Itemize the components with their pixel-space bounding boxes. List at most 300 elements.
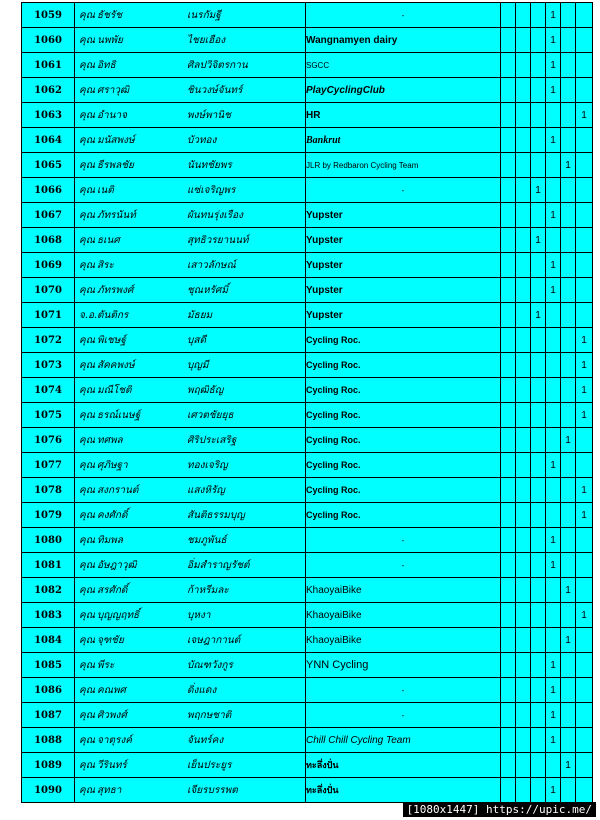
category-mark	[531, 503, 546, 528]
participant-name	[75, 553, 306, 578]
category-mark: 1	[546, 78, 561, 103]
category-mark	[561, 303, 576, 328]
first-name: จาตุรงค์	[97, 734, 132, 746]
participant-name	[75, 153, 306, 178]
first-name: จุฑชัย	[97, 634, 124, 646]
first-name: สรศักดิ์	[97, 584, 128, 596]
team-name: Cycling Roc.	[306, 478, 501, 503]
category-mark	[546, 178, 561, 203]
team-name: SGCC	[306, 53, 501, 78]
entry-number: 1070	[22, 278, 75, 303]
last-name: บุสดี	[187, 334, 206, 346]
category-mark	[561, 278, 576, 303]
table-row	[22, 128, 593, 153]
first-name: วีรินทร์	[97, 759, 127, 771]
entry-number: 1066	[22, 178, 75, 203]
team-name: JLR by Redbaron Cycling Team	[306, 153, 501, 178]
category-mark: 1	[576, 353, 593, 378]
category-mark	[501, 253, 516, 278]
table-row	[22, 403, 593, 428]
last-name: สันติธรรมบุญ	[187, 509, 245, 521]
category-mark	[561, 603, 576, 628]
first-name: ภัทรนันท์	[97, 209, 136, 221]
last-name: บัณฑวังกูร	[187, 659, 233, 671]
category-mark	[561, 653, 576, 678]
participant-name	[75, 478, 306, 503]
category-mark	[501, 678, 516, 703]
last-name: เจียรบรรพต	[187, 784, 238, 796]
category-mark	[501, 78, 516, 103]
category-mark	[501, 453, 516, 478]
participant-name	[75, 503, 306, 528]
table-row	[22, 3, 593, 28]
last-name: นันทชัยพร	[187, 159, 232, 171]
last-name: บุญมี	[187, 359, 209, 371]
category-mark	[576, 703, 593, 728]
category-mark: 1	[546, 278, 561, 303]
category-mark	[501, 778, 516, 803]
category-mark: 1	[546, 703, 561, 728]
entry-number: 1068	[22, 228, 75, 253]
category-mark	[561, 3, 576, 28]
category-mark	[516, 778, 531, 803]
table-row	[22, 753, 593, 778]
category-mark	[561, 228, 576, 253]
participant-table	[21, 2, 593, 803]
name-prefix: คุณ	[79, 709, 95, 721]
first-name: คณพศ	[97, 684, 126, 696]
category-mark	[561, 203, 576, 228]
table-row	[22, 503, 593, 528]
first-name: ภัทรพงศ์	[97, 284, 134, 296]
last-name: ดิ่งแดง	[187, 684, 217, 696]
category-mark	[516, 678, 531, 703]
name-prefix: คุณ	[79, 159, 95, 171]
team-name: Yupster	[306, 278, 501, 303]
category-mark: 1	[546, 3, 561, 28]
last-name: แซ่เจริญพร	[187, 184, 236, 196]
entry-number: 1067	[22, 203, 75, 228]
category-mark	[501, 628, 516, 653]
entry-number: 1090	[22, 778, 75, 803]
table-row	[22, 553, 593, 578]
category-mark	[501, 728, 516, 753]
first-name: อิทธิ	[97, 59, 116, 71]
team-name: ทะลึ่งปั่น	[306, 753, 501, 778]
entry-number: 1075	[22, 403, 75, 428]
category-mark	[561, 353, 576, 378]
category-mark	[516, 328, 531, 353]
category-mark: 1	[546, 653, 561, 678]
name-prefix: คุณ	[79, 59, 95, 71]
entry-number: 1073	[22, 353, 75, 378]
category-mark	[501, 503, 516, 528]
category-mark	[531, 753, 546, 778]
last-name: ก้าหรีมละ	[187, 584, 229, 596]
category-mark	[516, 178, 531, 203]
table-row	[22, 578, 593, 603]
first-name: นพพัย	[97, 34, 123, 46]
category-mark	[561, 528, 576, 553]
last-name: พงษ์พานิช	[187, 109, 231, 121]
category-mark	[516, 753, 531, 778]
category-mark	[576, 528, 593, 553]
name-prefix: คุณ	[79, 459, 95, 471]
name-prefix: คุณ	[79, 209, 95, 221]
category-mark: 1	[546, 203, 561, 228]
category-mark	[516, 453, 531, 478]
first-name: มณีโชติ	[97, 384, 132, 396]
category-mark	[516, 28, 531, 53]
entry-number: 1081	[22, 553, 75, 578]
name-prefix: คุณ	[79, 559, 95, 571]
entry-number: 1065	[22, 153, 75, 178]
participant-name	[75, 578, 306, 603]
name-prefix: คุณ	[79, 259, 95, 271]
category-mark	[576, 678, 593, 703]
category-mark: 1	[531, 228, 546, 253]
category-mark	[501, 28, 516, 53]
participant-name	[75, 28, 306, 53]
category-mark	[501, 103, 516, 128]
category-mark	[501, 203, 516, 228]
last-name: แสงหิรัญ	[187, 484, 225, 496]
category-mark	[531, 428, 546, 453]
category-mark	[561, 728, 576, 753]
entry-number: 1071	[22, 303, 75, 328]
table-row	[22, 353, 593, 378]
entry-number: 1088	[22, 728, 75, 753]
team-name: KhaoyaiBike	[306, 628, 501, 653]
category-mark	[576, 428, 593, 453]
participant-name	[75, 753, 306, 778]
category-mark: 1	[561, 578, 576, 603]
category-mark	[531, 153, 546, 178]
category-mark	[531, 78, 546, 103]
category-mark	[546, 503, 561, 528]
category-mark	[561, 78, 576, 103]
team-name: -	[306, 3, 501, 28]
entry-number: 1061	[22, 53, 75, 78]
entry-number: 1083	[22, 603, 75, 628]
last-name: เศวตชัยยุธ	[187, 409, 234, 421]
category-mark: 1	[561, 628, 576, 653]
table-row	[22, 728, 593, 753]
table-row	[22, 328, 593, 353]
participant-name	[75, 453, 306, 478]
entry-number: 1074	[22, 378, 75, 403]
category-mark	[516, 53, 531, 78]
category-mark	[516, 3, 531, 28]
first-name: ธเนศ	[97, 234, 120, 246]
participant-name	[75, 303, 306, 328]
entry-number: 1076	[22, 428, 75, 453]
name-prefix: คุณ	[79, 409, 95, 421]
participant-name	[75, 403, 306, 428]
first-name: ศิวพงศ์	[97, 709, 127, 721]
entry-number: 1079	[22, 503, 75, 528]
category-mark	[546, 228, 561, 253]
participant-name	[75, 278, 306, 303]
category-mark: 1	[576, 403, 593, 428]
name-prefix: คุณ	[79, 384, 95, 396]
table-row	[22, 253, 593, 278]
category-mark	[576, 553, 593, 578]
category-mark	[531, 653, 546, 678]
category-mark: 1	[531, 178, 546, 203]
last-name: อิ่มสำราญรัชต์	[187, 559, 250, 571]
category-mark	[516, 478, 531, 503]
participant-name	[75, 253, 306, 278]
last-name: พฤกษชาติ	[187, 709, 232, 721]
category-mark	[576, 228, 593, 253]
category-mark	[561, 453, 576, 478]
first-name: สัคคพงษ์	[97, 359, 135, 371]
category-mark	[516, 703, 531, 728]
category-mark	[561, 403, 576, 428]
first-name: คงศักดิ์	[97, 509, 128, 521]
name-prefix: คุณ	[79, 34, 95, 46]
category-mark	[576, 28, 593, 53]
participant-table-body	[22, 3, 593, 803]
first-name: ธัชรัช	[97, 9, 123, 21]
participant-name	[75, 653, 306, 678]
name-prefix: จ.อ.	[79, 309, 98, 321]
table-row	[22, 453, 593, 478]
first-name: สงกรานต์	[97, 484, 139, 496]
first-name: ธรณ์เนษฐ์	[97, 409, 141, 421]
category-mark	[516, 428, 531, 453]
team-name: Yupster	[306, 303, 501, 328]
category-mark	[516, 228, 531, 253]
participant-name	[75, 628, 306, 653]
name-prefix: คุณ	[79, 359, 95, 371]
first-name: อำนาจ	[97, 109, 127, 121]
last-name: เนรกัมฐี	[187, 9, 221, 21]
first-name: ทิมพล	[97, 534, 123, 546]
name-prefix: คุณ	[79, 659, 95, 671]
participant-name	[75, 428, 306, 453]
category-mark	[501, 128, 516, 153]
category-mark	[501, 228, 516, 253]
table-row	[22, 53, 593, 78]
category-mark: 1	[546, 528, 561, 553]
name-prefix: คุณ	[79, 534, 95, 546]
team-name: YNN Cycling	[306, 653, 501, 678]
category-mark	[561, 703, 576, 728]
last-name: พฤฒิธัญ	[187, 384, 224, 396]
table-row	[22, 778, 593, 803]
team-name: Cycling Roc.	[306, 453, 501, 478]
participant-name	[75, 728, 306, 753]
table-row	[22, 378, 593, 403]
category-mark	[516, 603, 531, 628]
category-mark	[531, 703, 546, 728]
category-mark	[576, 303, 593, 328]
table-row	[22, 653, 593, 678]
category-mark	[501, 3, 516, 28]
category-mark: 1	[576, 103, 593, 128]
category-mark	[516, 203, 531, 228]
entry-number: 1085	[22, 653, 75, 678]
watermark: [1080x1447] https://upic.me/	[403, 802, 596, 817]
category-mark	[531, 128, 546, 153]
team-name: KhaoyaiBike	[306, 578, 501, 603]
name-prefix: คุณ	[79, 109, 95, 121]
category-mark	[516, 653, 531, 678]
first-name: เนติ	[97, 184, 114, 196]
name-prefix: คุณ	[79, 734, 95, 746]
entry-number: 1086	[22, 678, 75, 703]
last-name: เย็นประยูร	[187, 759, 232, 771]
category-mark	[576, 453, 593, 478]
table-row	[22, 153, 593, 178]
table-row	[22, 178, 593, 203]
category-mark	[576, 53, 593, 78]
category-mark	[531, 628, 546, 653]
category-mark	[546, 303, 561, 328]
team-name: Cycling Roc.	[306, 403, 501, 428]
category-mark	[531, 528, 546, 553]
category-mark	[576, 153, 593, 178]
category-mark	[531, 103, 546, 128]
category-mark	[561, 178, 576, 203]
category-mark: 1	[546, 728, 561, 753]
name-prefix: คุณ	[79, 234, 95, 246]
category-mark	[546, 153, 561, 178]
last-name: เจษฎากานต์	[187, 634, 241, 646]
team-name: Yupster	[306, 203, 501, 228]
first-name: ทศพล	[97, 434, 123, 446]
first-name: ตันติกร	[97, 309, 129, 321]
category-mark: 1	[546, 553, 561, 578]
table-row	[22, 78, 593, 103]
participant-name	[75, 78, 306, 103]
name-prefix: คุณ	[79, 434, 95, 446]
category-mark	[516, 253, 531, 278]
entry-number: 1084	[22, 628, 75, 653]
category-mark	[531, 253, 546, 278]
category-mark	[576, 3, 593, 28]
participant-name	[75, 703, 306, 728]
category-mark	[576, 128, 593, 153]
table-row	[22, 228, 593, 253]
category-mark: 1	[576, 328, 593, 353]
table-row	[22, 303, 593, 328]
participant-name	[75, 378, 306, 403]
last-name: สุทธิวรยานนท์	[187, 234, 249, 246]
category-mark	[561, 128, 576, 153]
first-name: พีระ	[97, 659, 115, 671]
team-name: Cycling Roc.	[306, 428, 501, 453]
team-name: -	[306, 178, 501, 203]
category-mark	[546, 753, 561, 778]
category-mark	[561, 253, 576, 278]
category-mark	[546, 378, 561, 403]
team-name: Bankrut	[306, 128, 501, 153]
category-mark	[531, 678, 546, 703]
name-prefix: คุณ	[79, 584, 95, 596]
category-mark	[516, 728, 531, 753]
category-mark	[531, 203, 546, 228]
participant-name	[75, 328, 306, 353]
category-mark	[501, 353, 516, 378]
table-row	[22, 278, 593, 303]
category-mark	[516, 528, 531, 553]
category-mark	[531, 478, 546, 503]
category-mark	[531, 553, 546, 578]
entry-number: 1062	[22, 78, 75, 103]
last-name: ชมภูพันธ์	[187, 534, 227, 546]
table-row	[22, 28, 593, 53]
category-mark: 1	[531, 303, 546, 328]
category-mark: 1	[546, 28, 561, 53]
category-mark	[576, 628, 593, 653]
category-mark: 1	[546, 778, 561, 803]
category-mark	[576, 78, 593, 103]
last-name: มัธยม	[187, 309, 213, 321]
category-mark: 1	[576, 503, 593, 528]
category-mark	[501, 753, 516, 778]
category-mark: 1	[546, 128, 561, 153]
category-mark	[546, 353, 561, 378]
team-name: Wangnamyen dairy	[306, 28, 501, 53]
first-name: สุทธา	[97, 784, 122, 796]
entry-number: 1063	[22, 103, 75, 128]
category-mark	[516, 403, 531, 428]
name-prefix: คุณ	[79, 684, 95, 696]
category-mark	[531, 728, 546, 753]
category-mark	[531, 453, 546, 478]
last-name: ชุณหรัศมิ์	[187, 284, 228, 296]
category-mark	[576, 578, 593, 603]
name-prefix: คุณ	[79, 134, 95, 146]
entry-number: 1072	[22, 328, 75, 353]
name-prefix: คุณ	[79, 84, 95, 96]
category-mark: 1	[561, 428, 576, 453]
entry-number: 1077	[22, 453, 75, 478]
category-mark	[561, 328, 576, 353]
team-name: -	[306, 553, 501, 578]
entry-number: 1064	[22, 128, 75, 153]
table-row	[22, 703, 593, 728]
participant-name	[75, 778, 306, 803]
category-mark: 1	[546, 453, 561, 478]
name-prefix: คุณ	[79, 284, 95, 296]
first-name: อัษฎาวุฒิ	[97, 559, 137, 571]
participant-name	[75, 353, 306, 378]
first-name: พิเชษฐ์	[97, 334, 126, 346]
category-mark	[546, 478, 561, 503]
team-name: KhaoyaiBike	[306, 603, 501, 628]
category-mark	[531, 603, 546, 628]
last-name: ศิริประเสริฐ	[187, 434, 237, 446]
category-mark	[516, 128, 531, 153]
category-mark	[561, 553, 576, 578]
category-mark	[516, 378, 531, 403]
category-mark	[501, 478, 516, 503]
entry-number: 1082	[22, 578, 75, 603]
name-prefix: คุณ	[79, 184, 95, 196]
team-name: -	[306, 678, 501, 703]
team-name: ทะลึ่งปั่น	[306, 778, 501, 803]
last-name: ศิลปวิจิตรกาน	[187, 59, 248, 71]
category-mark	[516, 553, 531, 578]
category-mark	[561, 778, 576, 803]
category-mark	[516, 78, 531, 103]
category-mark: 1	[561, 153, 576, 178]
category-mark	[501, 403, 516, 428]
